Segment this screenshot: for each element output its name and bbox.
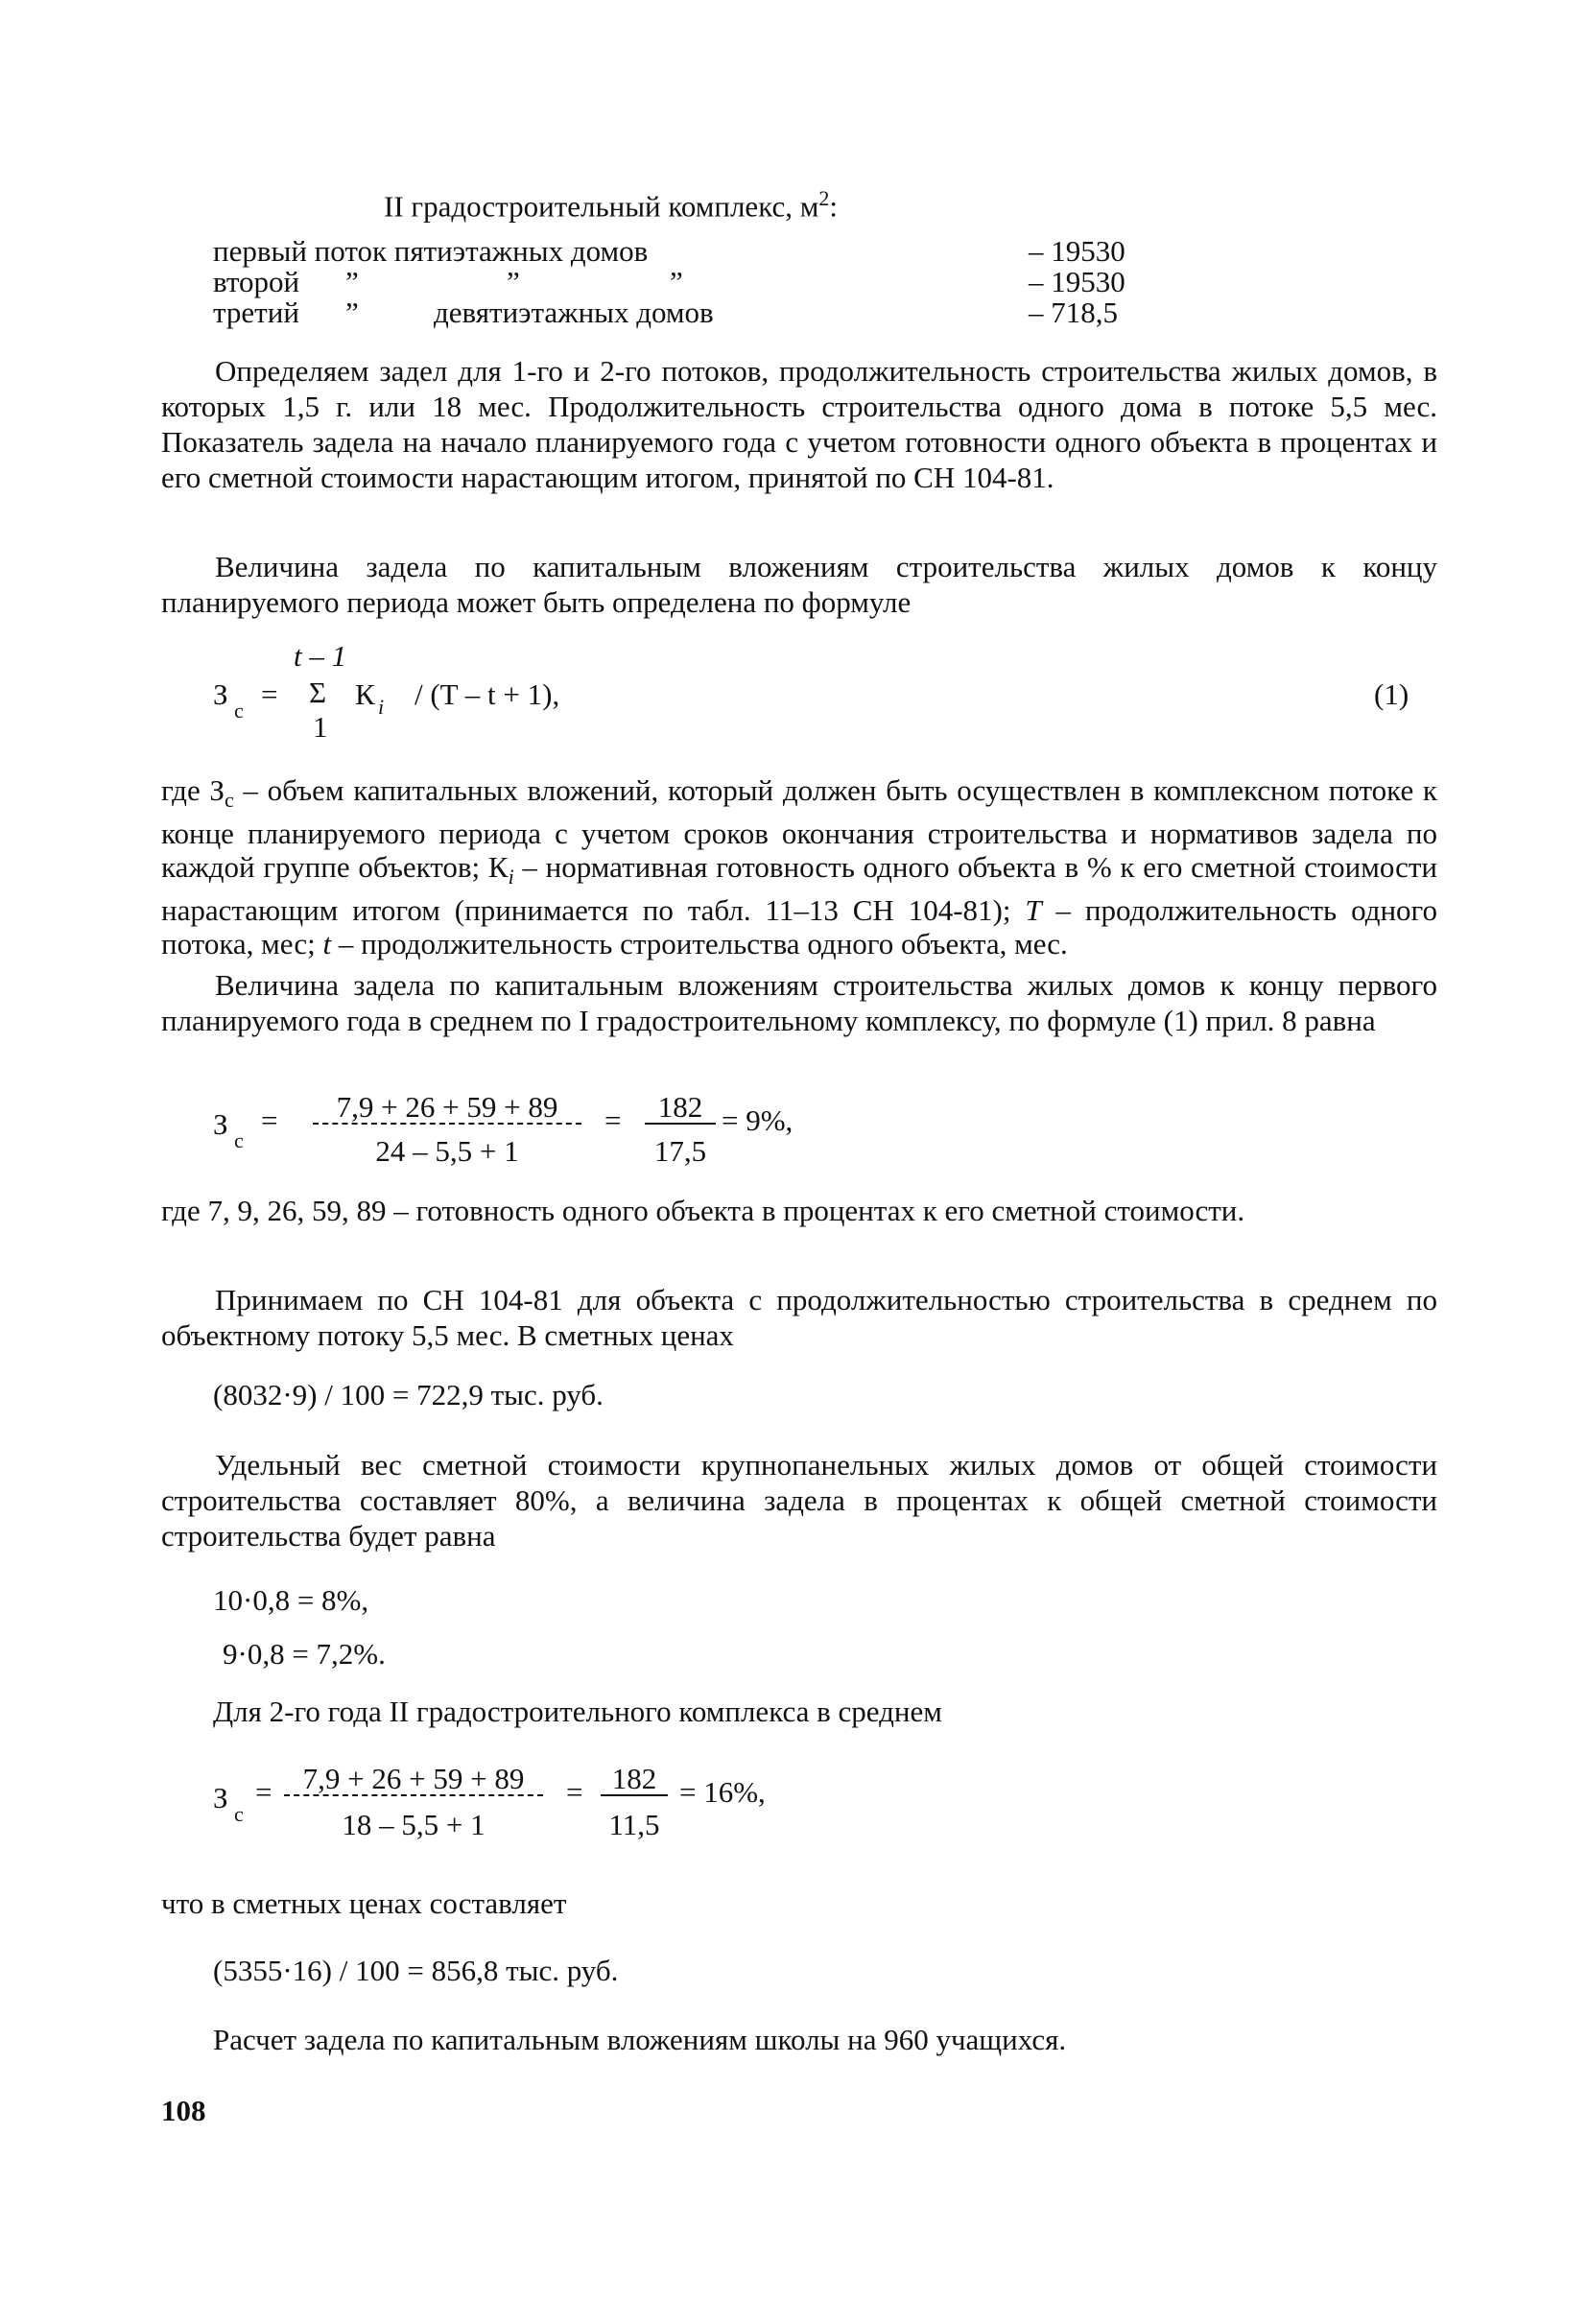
formula-2-result-numerator: 182 xyxy=(657,1090,703,1124)
formula-2-equals-2: = xyxy=(604,1103,622,1137)
paragraph-10: Расчет задела по капитальным вложениям школы на 960 учащихся. xyxy=(213,2023,1067,2056)
formula-1-number: (1) xyxy=(1374,677,1409,711)
formula-3-equals: = xyxy=(255,1775,272,1809)
paragraph-7 xyxy=(161,1447,1437,1553)
heading-text: II градостроительный комплекс, м xyxy=(384,189,819,224)
paragraph-2 xyxy=(161,549,1437,620)
formula-3-lhs-subscript: с xyxy=(234,1802,244,1826)
formula-1-lower-limit: 1 xyxy=(313,710,328,744)
stream-row-3-label: третий xyxy=(213,296,299,329)
formula-3-result-bar xyxy=(601,1794,668,1796)
formula-1-lhs xyxy=(213,679,228,709)
formula-1-lhs-symbol: З xyxy=(213,677,228,711)
paragraph-4-text: Величина задела по капитальным вложениям строительства жилых домов к концу первого планируемого года в среднем по I градостроительному комплексу, по формуле (1) прил. 8 равна xyxy=(161,968,1437,1037)
paragraph-1-text: Определяем задел для 1-го и 2-го потоков, продолжительность строительства жилых домов, в которых 1,5 г. или 18 мес. Продолжительность строительства одного дома в потоке 5,5 мес. Показатель задела на начало планируемого года с учетом готовности одного объекта в процентах и его сметной стоимости нарастающим итогом, принятой по СН 104-81. xyxy=(161,354,1437,494)
formula-3-fraction-bar xyxy=(284,1794,543,1796)
calculation-2: 10·0,8 = 8%, xyxy=(213,1583,369,1617)
formula-2-result-denominator: 17,5 xyxy=(653,1134,707,1168)
stream-row-3-value: – 718,5 xyxy=(1029,296,1118,329)
formula-3-denominator: 18 – 5,5 + 1 xyxy=(342,1808,486,1841)
paragraph-7-text: Удельный вес сметной стоимости крупнопанельных жилых домов от общей стоимости строительства составляет 80%, а величина задела в процентах к общей сметной стоимости строительства будет равна xyxy=(161,1448,1437,1553)
paragraph-6 xyxy=(161,1282,1437,1353)
formula-2-numerator: 7,9 + 26 + 59 + 89 xyxy=(336,1090,558,1124)
formula-3-lhs: З xyxy=(213,1781,228,1814)
paragraph-4 xyxy=(161,967,1437,1038)
paragraph-6-text: Принимаем по СН 104-81 для объекта с продолжительностью строительства в среднем по объектному потоку 5,5 мес. В сметных ценах xyxy=(161,1283,1437,1352)
formula-2-result: = 9%, xyxy=(722,1103,794,1137)
stream-row-1-value: – 19530 xyxy=(1029,234,1125,268)
formula-1-denominator: / (T – t + 1), xyxy=(415,677,560,711)
formula-3-equals-2: = xyxy=(566,1775,583,1809)
formula-1-k-subscript: i xyxy=(378,695,385,719)
heading-colon: : xyxy=(829,189,838,224)
page-number: 108 xyxy=(161,2094,206,2127)
paragraph-5-text: где 7, 9, 26, 59, 89 – готовность одного объекта в процентах к его сметной стоимости. xyxy=(161,1194,1245,1227)
section-heading xyxy=(384,186,838,224)
heading-superscript: 2 xyxy=(818,186,830,210)
formula-1-k: К xyxy=(355,677,375,711)
paragraph-9: что в сметных ценах составляет xyxy=(161,1886,567,1920)
stream-row-2-ditto-b: ” xyxy=(507,265,520,298)
formula-1-sigma: Σ xyxy=(309,676,327,709)
formula-2-denominator: 24 – 5,5 + 1 xyxy=(375,1134,519,1168)
paragraph-5 xyxy=(161,1194,1437,1227)
stream-row-2-ditto-c: ” xyxy=(670,265,683,298)
formula-3-result-denominator: 11,5 xyxy=(608,1808,660,1841)
formula-3-numerator: 7,9 + 26 + 59 + 89 xyxy=(302,1762,525,1795)
paragraph-3-text: где $З_с$ – объем капитальных вложений, который должен быть осуществлен в комплексном потоке к конце планируемого периода с учетом сроков окончания строительства и нормативов задела по каждой группе объектов; $К_i$ – нормативная готовность одного объекта в % к его сметной стоимости нарастающим итогом (принимается по табл. 11–13 СН 104-81); T – продолжительность одного потока, мес; t – продолжительность строительства одного объекта, мес. xyxy=(161,773,1438,961)
formula-3-result-numerator: 182 xyxy=(611,1762,657,1795)
stream-row-1-label: первый поток пятиэтажных домов xyxy=(213,234,649,268)
paragraph-1 xyxy=(161,353,1437,495)
stream-row-3-ditto: ” xyxy=(345,296,359,329)
formula-2-lhs: З xyxy=(213,1107,228,1141)
calculation-4: (5355·16) / 100 = 856,8 тыс. руб. xyxy=(213,1954,619,1987)
stream-row-2-label: второй xyxy=(213,265,300,298)
formula-2-result-bar xyxy=(645,1123,716,1125)
paragraph-2-text: Величина задела по капитальным вложениям строительства жилых домов к концу планируемого периода может быть определена по формуле xyxy=(161,550,1437,619)
formula-2-lhs-subscript: с xyxy=(234,1128,244,1152)
formula-1-upper-limit: t – 1 xyxy=(294,639,347,673)
paragraph-8: Для 2-го года II градостроительного комплекса в среднем xyxy=(213,1695,942,1728)
calculation-3: 9·0,8 = 7,2%. xyxy=(223,1637,386,1671)
formula-2-equals: = xyxy=(261,1103,278,1137)
formula-3-result: = 16%, xyxy=(679,1775,766,1809)
paragraph-3 xyxy=(161,773,1437,960)
formula-1-equals: = xyxy=(261,677,278,711)
formula-1-lhs-subscript: с xyxy=(234,699,244,723)
stream-row-2-ditto-a: ” xyxy=(345,265,359,298)
calculation-1: (8032·9) / 100 = 722,9 тыс. руб. xyxy=(213,1378,604,1411)
stream-row-2-value: – 19530 xyxy=(1029,265,1125,298)
stream-row-3-rest: девятиэтажных домов xyxy=(434,296,714,329)
formula-2-fraction-bar xyxy=(313,1123,581,1125)
